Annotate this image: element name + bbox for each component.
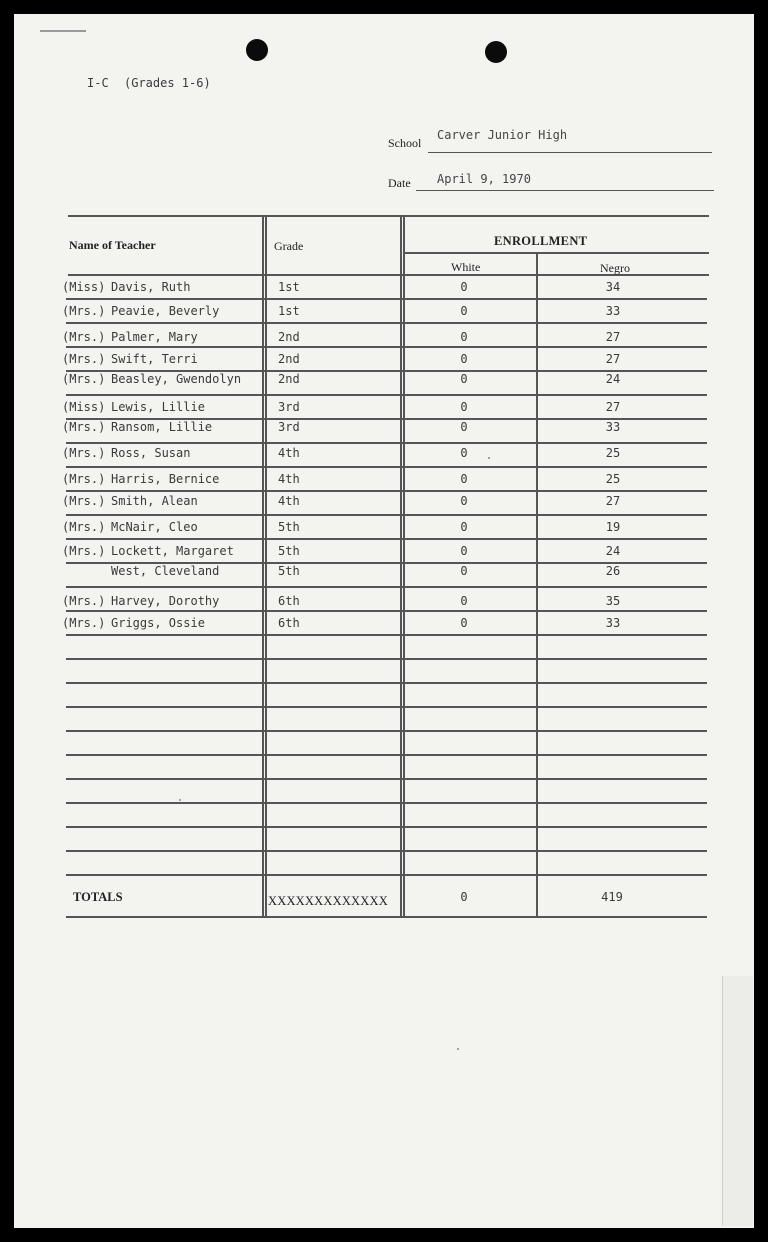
table-rule: [66, 682, 707, 684]
white-count: 0: [460, 304, 468, 318]
teacher-title: (Miss): [62, 400, 106, 414]
white-count: 0: [460, 352, 468, 366]
white-count: 0: [460, 544, 468, 558]
totals-white: 0: [460, 890, 468, 904]
teacher-grade: 4th: [278, 446, 300, 460]
table-rule: [66, 802, 707, 804]
table-rule: [66, 322, 707, 324]
white-count: 0: [460, 330, 468, 344]
negro-count: 33: [605, 420, 621, 434]
totals-negro: 419: [601, 890, 623, 904]
teacher-title: (Mrs.): [62, 420, 106, 434]
teacher-name: Smith, Alean: [111, 494, 198, 508]
negro-count: 27: [605, 330, 621, 344]
paper-speck: [457, 1048, 459, 1050]
table-rule: [66, 706, 707, 708]
teacher-grade: 1st: [278, 304, 300, 318]
totals-grade: XXXXXXXXXXXXX: [268, 894, 388, 908]
column-header-teacher: Name of Teacher: [69, 238, 156, 252]
column-header-grade: Grade: [274, 239, 304, 253]
table-rule: [66, 658, 707, 660]
teacher-name: Beasley, Gwendolyn: [111, 372, 242, 386]
teacher-name: Ross, Susan: [111, 446, 191, 460]
teacher-title: (Mrs.): [62, 616, 106, 630]
teacher-name: Harvey, Dorothy: [111, 594, 220, 608]
table-rule: [66, 754, 707, 756]
teacher-title: (Mrs.): [62, 494, 106, 508]
table-rule: [66, 538, 707, 540]
table-rule: [66, 586, 707, 588]
table-rule: [66, 490, 707, 492]
negro-count: 25: [605, 472, 621, 486]
teacher-grade: 2nd: [278, 352, 300, 366]
teacher-title: (Mrs.): [62, 472, 106, 486]
teacher-title: (Mrs.): [62, 520, 106, 534]
white-count: 0: [460, 520, 468, 534]
negro-count: 24: [605, 372, 621, 386]
negro-count: 34: [605, 280, 621, 294]
teacher-name: Harris, Bernice: [111, 472, 220, 486]
teacher-name: Palmer, Mary: [111, 330, 198, 344]
negro-count: 33: [605, 616, 621, 630]
teacher-title: (Mrs.): [62, 544, 106, 558]
punch-hole-right: [485, 41, 507, 63]
table-rule: [66, 634, 707, 636]
table-rule: [66, 466, 707, 468]
white-count: 0: [460, 280, 468, 294]
punch-hole-left: [246, 39, 268, 61]
teacher-title: (Mrs.): [62, 372, 106, 386]
document-page: [14, 14, 754, 1228]
teacher-grade: 2nd: [278, 330, 300, 344]
column-header-negro: Negro: [600, 261, 630, 275]
negro-count: 25: [605, 446, 621, 460]
school-value: Carver Junior High: [437, 128, 568, 142]
table-rule: [66, 730, 707, 732]
table-rule: [66, 916, 707, 918]
teacher-grade: 1st: [278, 280, 300, 294]
teacher-grade: 5th: [278, 544, 300, 558]
white-count: 0: [460, 400, 468, 414]
teacher-grade: 2nd: [278, 372, 300, 386]
teacher-title: (Mrs.): [62, 352, 106, 366]
negro-count: 24: [605, 544, 621, 558]
table-rule: [66, 346, 707, 348]
teacher-grade: 4th: [278, 472, 300, 486]
table-rule: [66, 394, 707, 396]
table-rule: [66, 850, 707, 852]
white-count: 0: [460, 472, 468, 486]
white-count: 0: [460, 446, 468, 460]
table-rule: [66, 610, 707, 612]
form-code: I-C: [87, 76, 109, 90]
white-count: 0: [460, 564, 468, 578]
teacher-name: West, Cleveland: [111, 564, 220, 578]
negro-count: 27: [605, 352, 621, 366]
teacher-name: Ransom, Lillie: [111, 420, 213, 434]
teacher-grade: 6th: [278, 594, 300, 608]
teacher-title: (Mrs.): [62, 446, 106, 460]
form-grades: (Grades 1-6): [124, 76, 211, 90]
white-count: 0: [460, 372, 468, 386]
teacher-name: Peavie, Beverly: [111, 304, 220, 318]
date-value: April 9, 1970: [437, 172, 531, 186]
teacher-name: Swift, Terri: [111, 352, 198, 366]
teacher-name: McNair, Cleo: [111, 520, 198, 534]
paper-speck: [179, 799, 181, 801]
teacher-grade: 6th: [278, 616, 300, 630]
teacher-grade: 5th: [278, 564, 300, 578]
teacher-name: Lewis, Lillie: [111, 400, 205, 414]
teacher-name: Griggs, Ossie: [111, 616, 205, 630]
teacher-title: (Mrs.): [62, 594, 106, 608]
table-rule: [66, 826, 707, 828]
school-underline: [428, 152, 712, 153]
paper-speck: [488, 457, 490, 459]
teacher-name: Davis, Ruth: [111, 280, 191, 294]
teacher-grade: 4th: [278, 494, 300, 508]
teacher-grade: 3rd: [278, 420, 300, 434]
column-header-enrollment: ENROLLMENT: [494, 234, 588, 248]
negro-count: 27: [605, 400, 621, 414]
teacher-grade: 3rd: [278, 400, 300, 414]
table-rule: [66, 298, 707, 300]
corner-mark: [40, 30, 86, 32]
date-underline: [416, 190, 714, 191]
negro-count: 26: [605, 564, 621, 578]
teacher-title: (Mrs.): [62, 304, 106, 318]
negro-count: 27: [605, 494, 621, 508]
table-rule: [66, 874, 707, 876]
negro-count: 33: [605, 304, 621, 318]
negro-count: 19: [605, 520, 621, 534]
white-count: 0: [460, 594, 468, 608]
white-count: 0: [460, 420, 468, 434]
negro-count: 35: [605, 594, 621, 608]
page-fold-edge: [722, 976, 753, 1226]
column-header-white: White: [451, 260, 481, 274]
white-count: 0: [460, 616, 468, 630]
date-label: Date: [388, 176, 411, 190]
teacher-name: Lockett, Margaret: [111, 544, 234, 558]
teacher-title: (Mrs.): [62, 330, 106, 344]
totals-label: TOTALS: [73, 890, 123, 904]
white-count: 0: [460, 494, 468, 508]
table-rule: [66, 514, 707, 516]
table-rule: [66, 442, 707, 444]
teacher-title: (Miss): [62, 280, 106, 294]
school-label: School: [388, 136, 422, 150]
table-rule: [66, 778, 707, 780]
teacher-grade: 5th: [278, 520, 300, 534]
